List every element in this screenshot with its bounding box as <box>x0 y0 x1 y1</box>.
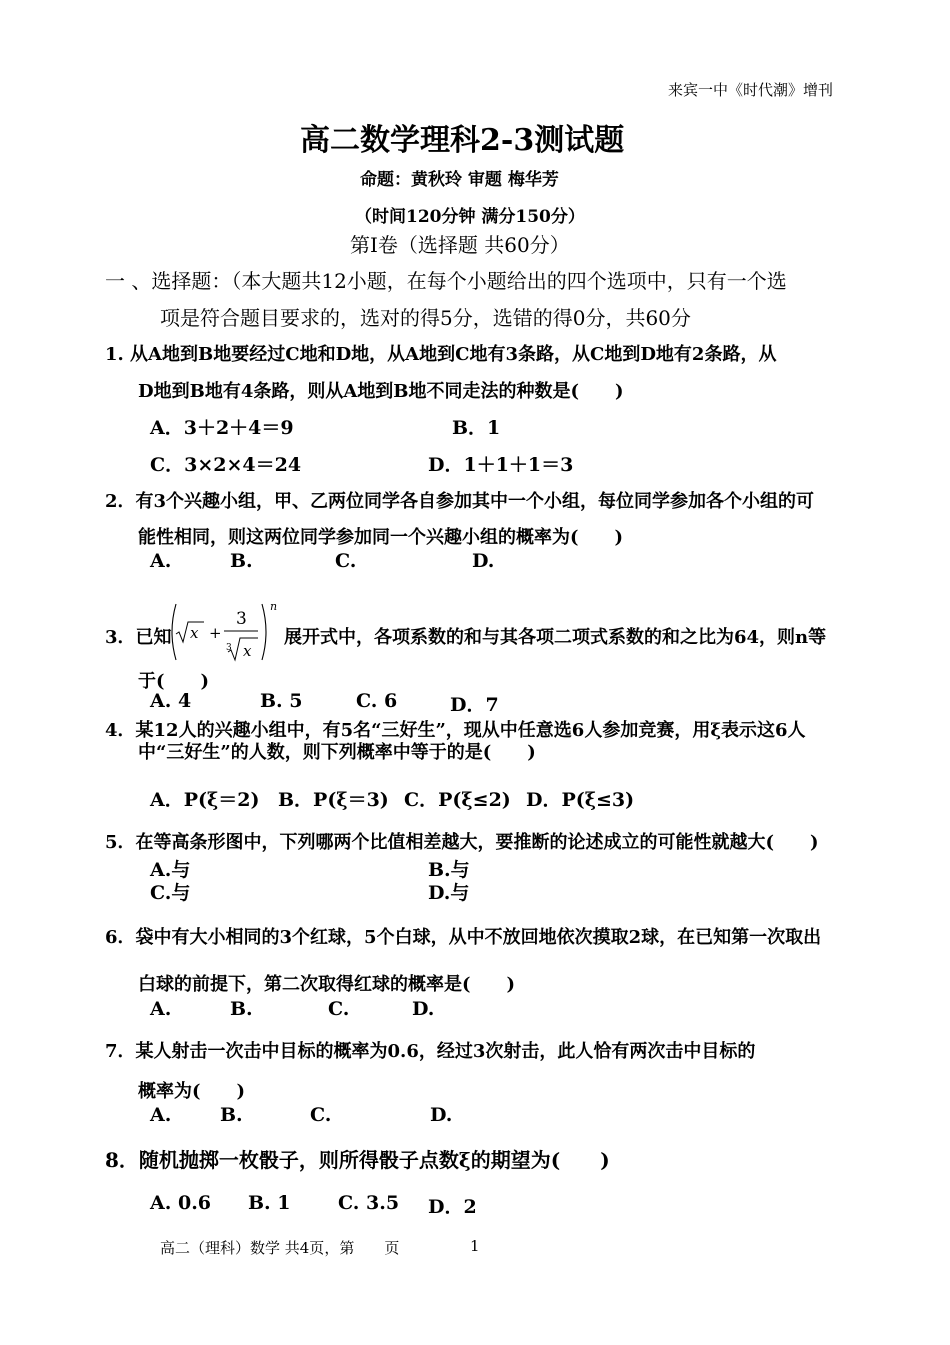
authors-line: 命题：黄秋玲 审题 梅华芳 <box>360 170 559 190</box>
q3-exponent: n <box>270 600 278 613</box>
q7-line-1: 7．某人射击一次击中目标的概率为0.6，经过3次射击，此人恰有两次击中目标的 <box>105 1041 756 1062</box>
q3-fraction-numerator: 3 <box>236 609 247 629</box>
q5-line-1: 5．在等高条形图中，下列哪两个比值相差越大，要推断的论述成立的可能性就越大( ) <box>105 832 819 853</box>
svg-text:+: + <box>209 624 222 642</box>
q2-option-b: B. <box>230 550 253 572</box>
q3-binomial-formula <box>166 598 280 668</box>
q1-option-d: D．1＋1＋1＝3 <box>428 454 574 476</box>
q5-option-d: D.与 <box>428 882 470 904</box>
header-right-text: 来宾一中《时代潮》增刊 <box>668 81 834 99</box>
q7-option-a: A. <box>150 1104 172 1126</box>
q6-line-2: 白球的前提下，第二次取得红球的概率是( ) <box>138 974 516 995</box>
q6-option-d: D. <box>412 998 435 1020</box>
footer-page-number: 1 <box>470 1237 480 1255</box>
q5-option-b: B.与 <box>428 859 470 881</box>
instruction-line-2: 项是符合题目要求的，选对的得5分，选错的得0分，共60分 <box>160 306 691 330</box>
q7-option-c: C. <box>310 1104 332 1126</box>
q3-prefix: 3．已知 <box>105 627 172 648</box>
q3-option-a: A. 4 <box>150 690 192 712</box>
q3-root-index: 3 <box>226 643 232 653</box>
q8-line-1: 8．随机抛掷一枚骰子，则所得骰子点数ξ的期望为( ) <box>105 1148 610 1172</box>
q8-option-c: C. 3.5 <box>338 1192 400 1214</box>
q6-option-b: B. <box>230 998 253 1020</box>
q3-option-b: B. 5 <box>260 690 303 712</box>
q4-option-c: C．P(ξ≤2) <box>404 789 511 811</box>
q7-line-2: 概率为( ) <box>138 1081 246 1102</box>
q3-option-c: C. 6 <box>356 690 398 712</box>
q4-option-a: A．P(ξ＝2) <box>150 789 260 811</box>
q1-option-c: C．3×2×4＝24 <box>150 454 302 476</box>
section-heading: 第Ⅰ卷（选择题 共60分） <box>350 233 570 257</box>
q7-option-d: D. <box>430 1104 453 1126</box>
q6-line-1: 6．袋中有大小相同的3个红球，5个白球，从中不放回地依次摸取2球，在已知第一次取出 <box>105 927 822 948</box>
q2-line-1: 2．有3个兴趣小组，甲、乙两位同学各自参加其中一个小组，每位同学参加各个小组的可 <box>105 491 815 512</box>
q3-suffix: 展开式中，各项系数的和与其各项二项式系数的和之比为64，则n等 <box>284 627 827 648</box>
q3-option-d: D．7 <box>450 694 499 716</box>
q3-sqrt-var: x <box>190 624 199 642</box>
q7-option-b: B. <box>220 1104 243 1126</box>
q8-option-a: A. 0.6 <box>150 1192 212 1214</box>
q4-line-1: 4．某12人的兴趣小组中，有5名“三好生”，现从中任意选6人参加竞赛，用ξ表示这6人 <box>105 720 806 741</box>
q1-option-b: B．1 <box>452 417 501 439</box>
q2-option-d: D. <box>472 550 495 572</box>
q2-line-2: 能性相同，则这两位同学参加同一个兴趣小组的概率为( ) <box>138 527 624 548</box>
q4-line-2: 中“三好生”的人数，则下列概率中等于的是( ) <box>138 742 536 763</box>
q4-option-d: D．P(ξ≤3) <box>526 789 635 811</box>
q8-option-b: B. 1 <box>248 1192 291 1214</box>
time-info: （时间120分钟 满分150分） <box>355 207 585 227</box>
q6-option-a: A. <box>150 998 172 1020</box>
q8-option-d: D．2 <box>428 1196 477 1218</box>
q6-option-c: C. <box>328 998 350 1020</box>
q1-line-1: 1. 从A地到B地要经过C地和D地，从A地到C地有3条路，从C地到D地有2条路，从 <box>105 344 777 365</box>
q2-option-a: A. <box>150 550 172 572</box>
q1-option-a: A．3＋2＋4＝9 <box>150 417 294 439</box>
footer-text: 高二（理科）数学 共4页，第 页 <box>160 1239 400 1257</box>
q2-option-c: C. <box>335 550 357 572</box>
instruction-line-1: 一 、选择题：（本大题共12小题，在每个小题给出的四个选项中，只有一个选 <box>105 269 787 293</box>
q1-line-2: D地到B地有4条路，则从A地到B地不同走法的种数是( ) <box>138 381 624 402</box>
q3-cuberoot-var: x <box>243 642 252 660</box>
q3-line-2: 于( ) <box>138 671 210 692</box>
q5-option-a: A.与 <box>150 859 191 881</box>
page-title: 高二数学理科2-3测试题 <box>300 123 625 158</box>
q4-option-b: B．P(ξ＝3) <box>278 789 389 811</box>
q5-option-c: C.与 <box>150 882 191 904</box>
